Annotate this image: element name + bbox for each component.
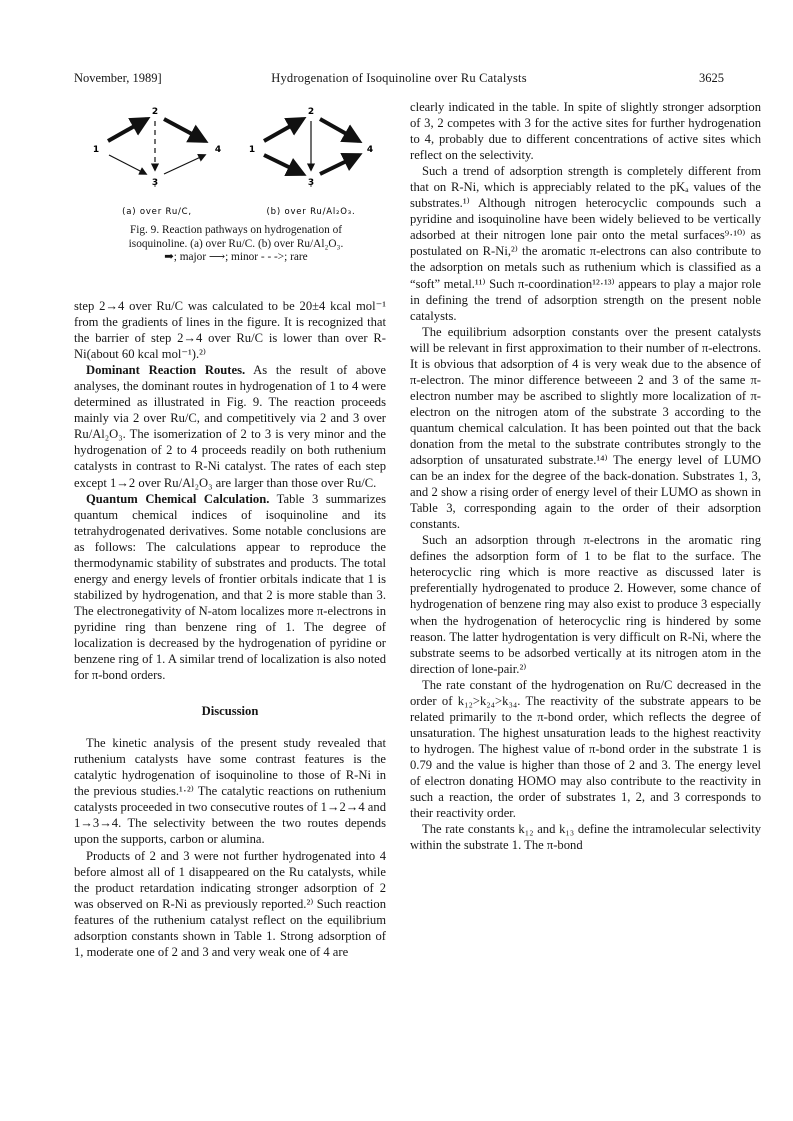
node-3-label: 3 xyxy=(307,178,315,188)
arrow-1-to-2-major xyxy=(264,119,303,141)
paragraph: step 2→4 over Ru/C was calculated to be 20±4 kcal mol⁻¹ from the gradients of lines in the figure. It is recognized that the barrier of step 2→4 over Ru/C is lower than over R-Ni(about 60 kcal mol⁻¹).²⁾ xyxy=(74,299,386,362)
running-header xyxy=(74,70,724,86)
reaction-pathway-diagram xyxy=(74,99,386,224)
node-2-label: 2 xyxy=(307,107,315,117)
arrow-1-to-3-major xyxy=(264,155,303,174)
arrow-3-to-4-major xyxy=(320,155,359,174)
arrow-1-to-3-minor xyxy=(109,155,146,174)
arrow-1-to-2-major xyxy=(108,119,147,141)
left-column xyxy=(74,298,386,960)
arrow-3-to-4-minor xyxy=(164,155,205,174)
right-column xyxy=(410,99,761,853)
paragraph-body: Table 3 summarizes quantum chemical indices of isoquinoline and its tetrahydrogenated derivatives. Some notable conclusions are as follows: The calculations appear to reproduce the thermodynamic stability of substrates and products. The total energy and energy levels of frontier orbitals indicate that 1 is stabilized by hydrogenation, and that 2 is more stable than 3. The electronegativity of N-atom localizes more π-electrons in pyridine ring than benzene ring of 1. The degree of localization is decreased by the hydrogenation of pyridine or benzene ring of 1. A similar trend of localization is also noted for π-bond orders. xyxy=(74,491,386,683)
paragraph: The rate constant of the hydrogenation on Ru/C decreased in the order of k₁₂>k₂₄>k₃₄. The reactivity of the substrate appears to be related primarily to the π-bond order, which reflects the degree of unsaturation. The highest unsaturation leads to the highest reactivity to hydrogen. The highest value of π-bond order in the substrate 1 is 0.79 and the value is higher than those of 2 and 3. The energy level of electron donating HOMO may also contribute to the reactivity in such a reaction, the order of substrates 1, 2, and 3 corresponds to their reactivity order. xyxy=(410,677,761,821)
paragraph-dominant-routes xyxy=(74,362,386,490)
figure-caption xyxy=(100,224,372,265)
run-in-heading: Quantum Chemical Calculation. xyxy=(86,491,270,506)
node-3-label: 3 xyxy=(151,178,159,188)
figure-legend: ➡; major ⟶; minor - - ->; rare xyxy=(164,251,308,263)
paragraph: Such an adsorption through π-electrons in the aromatic ring defines the adsorption form of 1 to be flat to the surface. The heterocyclic ring which is more reactive as discussed later is preferentially hydrogenated to produce 2. However, some chance of hydrogenation of benzene ring may also exist to produce 3 especially when the hydrogenation of heterocyclic ring is hindered by some reason. The latter hydrogentation is very difficult on R-Ni, where the substrate seems to be adsorbed vertically at its nitrogen atom in the direction of lone-pair.²⁾ xyxy=(410,533,761,676)
paragraph: The rate constants k₁₂ and k₁₃ define the intramolecular selectivity within the substrate 1. The π-bond xyxy=(410,822,761,853)
paragraph: Products of 2 and 3 were not further hydrogenated into 4 before almost all of 1 disappeared on the Ru catalysts, while the product retardation indicating stronger adsorption of 2 was observed on R-Ni as previously reported.²⁾ Such reaction features of the ruthenium catalyst reflect on the equilibrium adsorption constants shown in Table 1. Strong adsorption of 1, moderate one of 2 and 3 and very weak one of 4 are xyxy=(74,848,386,959)
figure-9 xyxy=(74,99,386,274)
run-in-heading: Dominant Reaction Routes. xyxy=(86,363,246,378)
node-2-label: 2 xyxy=(151,107,159,117)
subcaption-a: (a) over Ru/C, xyxy=(122,207,192,217)
node-4-label: 4 xyxy=(214,145,222,155)
pathway-b xyxy=(249,107,373,217)
subcaption-b: (b) over Ru/Al₂O₃. xyxy=(266,207,356,217)
paragraph: Such a trend of adsorption strength is completely different from that on R-Ni, which is appreciably related to the pKₐ values of the substrates.¹⁾ Although nitrogen heterocyclic compounds such a pyridine and isoquinoline have been widely believed to be vertically adsorbed at their nitrogen lone pair onto the metal surfaces⁹·¹⁰⁾ as postulated on R-Ni,²⁾ the aromatic π-electrons can also contribute to the adsorption on metals such as ruthenium which is classified as a “soft” metal.¹¹⁾ Such π-coordination¹²·¹³⁾ appears to play a major role in defining the trend of adsorption strength on the present noble catalysts. xyxy=(410,164,761,323)
paragraph-quantum-chemical xyxy=(74,491,386,684)
node-1-label: 1 xyxy=(92,145,100,155)
section-heading-discussion: Discussion xyxy=(201,704,259,719)
pathway-a xyxy=(93,107,221,217)
paragraph-body: As the result of above analyses, the dominant routes in hydrogenation of 1 to 4 were determined as illustrated in Fig. 9. The reaction proceeds mainly via 2 over Ru/C, and competitively via 2 and 3 over Ru/Al₂O₃. The isomerization of 2 to 3 is very minor and the hydrogenation of 2 to 4 proceeds readily on both ruthenium catalysts in contrast to R-Ni catalyst. The rates of each step except 1→2 over Ru/Al₂O₃ are larger than those over Ru/C. xyxy=(74,363,386,490)
arrow-2-to-4-major xyxy=(320,119,359,141)
header-title: Hydrogenation of Isoquinoline over Ru Catalysts xyxy=(271,71,527,85)
page-number: 3625 xyxy=(699,71,724,85)
node-1-label: 1 xyxy=(248,145,256,155)
node-4-label: 4 xyxy=(366,145,374,155)
arrow-2-to-4-major xyxy=(164,119,205,141)
header-date: November, 1989] xyxy=(74,71,162,85)
figure-caption-text: Fig. 9. Reaction pathways on hydrogenation of isoquinoline. (a) over Ru/C. (b) over Ru/Al₂O₃. xyxy=(128,224,344,250)
paragraph: clearly indicated in the table. In spite of slightly stronger adsorption of 3, 2 competes with 3 for the active sites for further hydrogenation to 4, probably due to different concentrations of active sites which reflect on the selectivity. xyxy=(410,100,761,163)
paragraph: The kinetic analysis of the present study revealed that ruthenium catalysts have some contrast features is the catalytic hydrogenation of isoquinoline to those of R-Ni in the previous studies.¹·²⁾ The catalytic reactions on ruthenium catalysts proceeded in two consecutive routes of 1→2→4 and 1→3→4. The selectivity between the two routes depends upon the supports, carbon or alumina. xyxy=(74,736,386,847)
paragraph: The equilibrium adsorption constants over the present catalysts will be relevant in first approximation to their number of π-electrons. It is obvious that adsorption of 4 is very weak due to the absence of π-electron. The minor difference betweeen 2 and 3 of the same π-electron number may be ascribed to slightly more localization of π-electron on the nitrogen atom of the substrate 3 according to the quantum chemical calculation. It has been pointed out that the back donation from the metal to the substrate contributes strongly to the adsorption of unsaturated substrate.¹⁴⁾ The energy level of LUMO can be an index for the degree of the back-donation. Substrates 1, 3, and 2 show a rising order of energy level of their LUMO as shown in Table 3, corresponding again to the order of their adsorption constants. xyxy=(410,324,761,532)
